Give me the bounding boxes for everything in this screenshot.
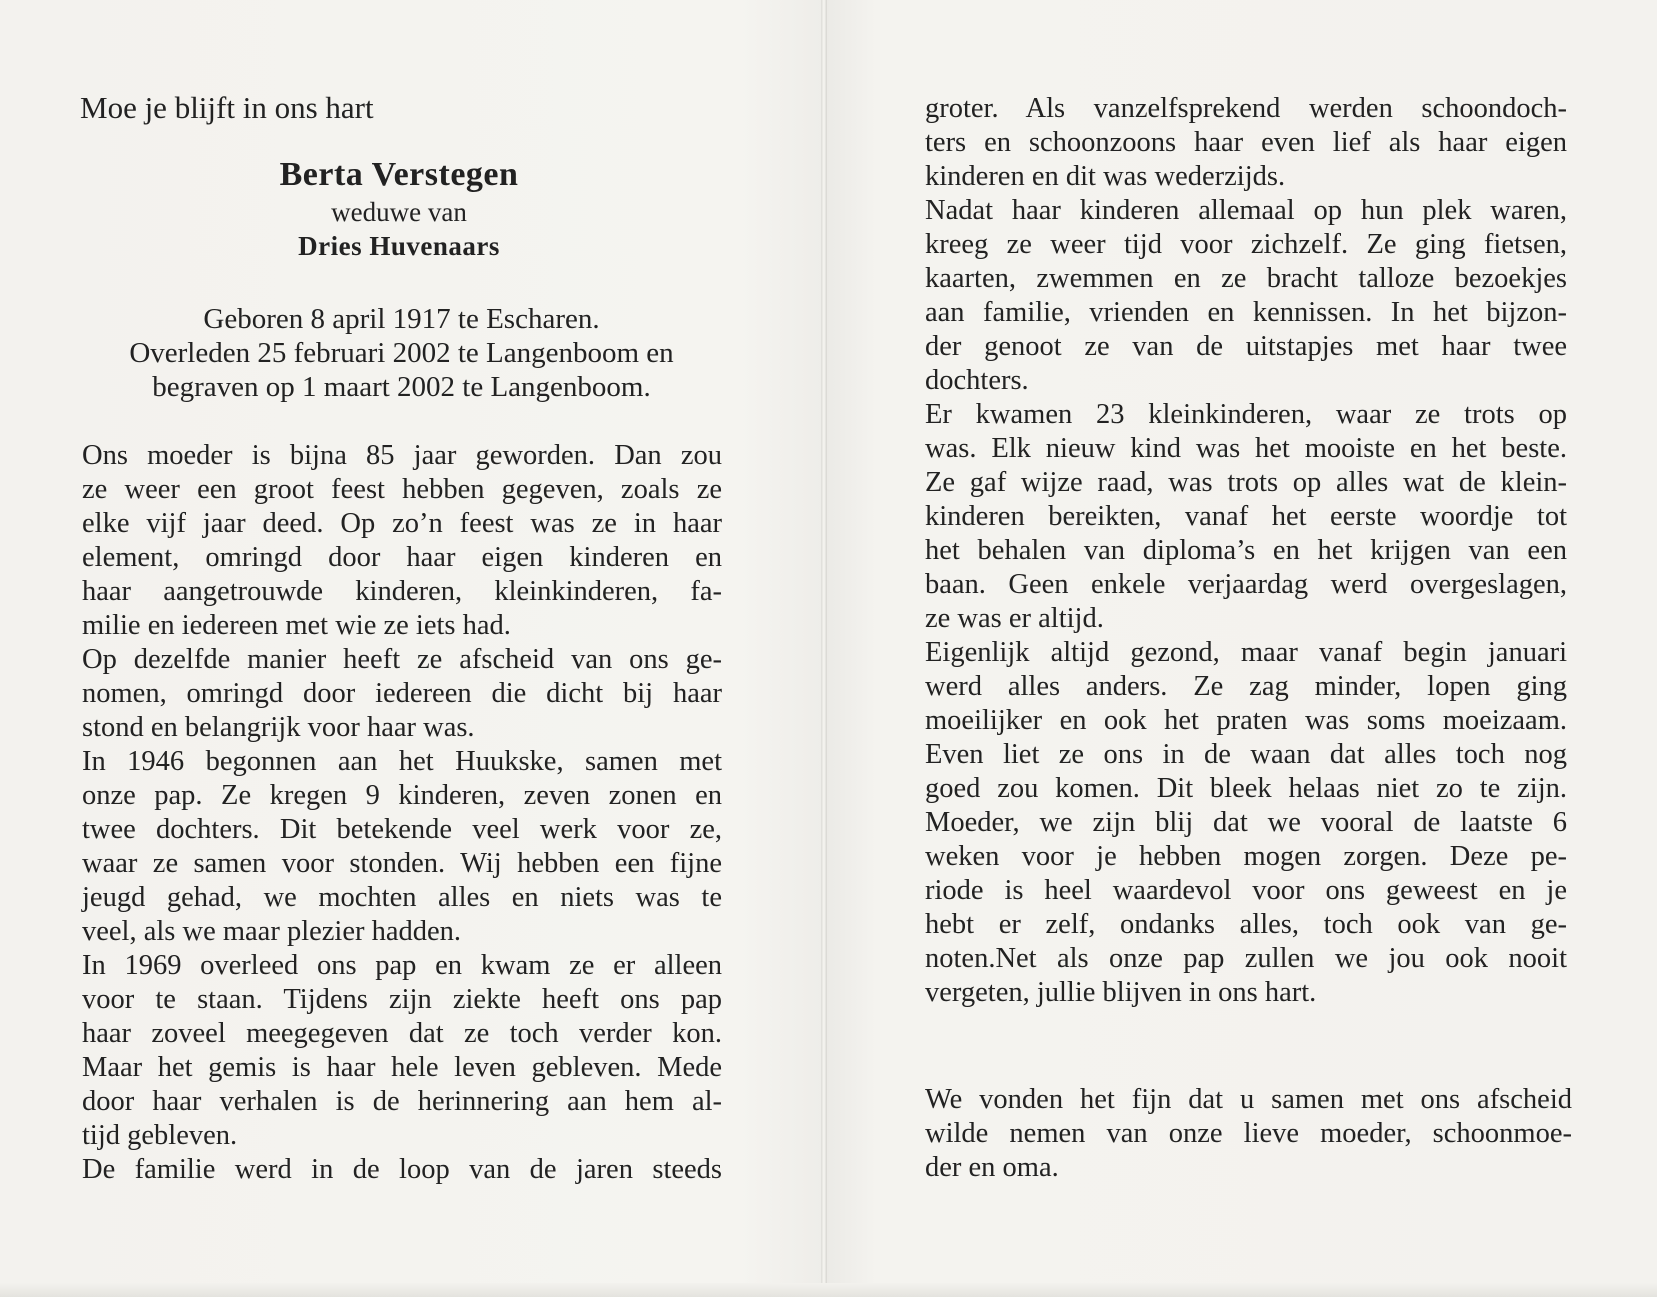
text-line: Op dezelfde manier heeft ze afscheid van ons ge- bbox=[82, 644, 722, 675]
text-line: kreeg ze weer tijd voor zichzelf. Ze ging fietsen, bbox=[925, 229, 1567, 260]
text-line: Even liet ze ons in de waan dat alles toch nog bbox=[925, 739, 1567, 770]
right-story-text bbox=[925, 92, 1567, 1010]
text-line: wilde nemen van onze lieve moeder, schoonmoe- bbox=[925, 1118, 1572, 1149]
text-line: ters en schoonzoons haar even lief als haar eigen bbox=[925, 127, 1567, 158]
text-line: groter. Als vanzelfsprekend werden schoondoch- bbox=[925, 93, 1567, 124]
text-line: In 1969 overleed ons pap en kwam ze er alleen bbox=[82, 950, 722, 981]
text-line: Er kwamen 23 kleinkinderen, waar ze trots op bbox=[925, 399, 1567, 430]
text-line: moeilijker en ook het praten was soms moeizaam. bbox=[925, 705, 1567, 736]
text-line: elke vijf jaar deed. Op zo’n feest was ze in haar bbox=[82, 508, 722, 539]
text-line: der en oma. bbox=[925, 1152, 1059, 1183]
birth-line: Geboren 8 april 1917 te Escharen. bbox=[203, 303, 600, 335]
widow-of-label: weduwe van bbox=[331, 197, 467, 227]
text-line: kinderen bereikten, vanaf het eerste woordje tot bbox=[925, 501, 1567, 532]
text-line: In 1946 begonnen aan het Huukske, samen met bbox=[82, 746, 722, 777]
deceased-name: Berta Verstegen bbox=[279, 156, 519, 193]
text-line: ze weer een groot feest hebben gegeven, zoals ze bbox=[82, 474, 722, 505]
text-line: milie en iedereen met wie ze iets had. bbox=[82, 610, 511, 641]
text-line: der genoot ze van de uitstapjes met haar twee bbox=[925, 331, 1567, 362]
text-line: nomen, omringd door iedereen die dicht bij haar bbox=[82, 678, 722, 709]
text-line: noten.Net als onze pap zullen we jou ook nooit bbox=[925, 943, 1567, 974]
text-line: riode is heel waardevol voor ons geweest en je bbox=[925, 875, 1567, 906]
text-line: dochters. bbox=[925, 365, 1029, 396]
text-line: kaarten, zwemmen en ze bracht talloze bezoekjes bbox=[925, 263, 1567, 294]
closing-text bbox=[925, 1083, 1572, 1185]
text-line: Maar het gemis is haar hele leven gebleven. Mede bbox=[82, 1052, 722, 1083]
text-line: We vonden het fijn dat u samen met ons afscheid bbox=[925, 1084, 1572, 1115]
left-story-text bbox=[82, 439, 722, 1187]
text-line: twee dochters. Dit betekende veel werk voor ze, bbox=[82, 814, 722, 845]
death-line: Overleden 25 februari 2002 te Langenboom en bbox=[129, 337, 674, 369]
motto: Moe je blijft in ons hart bbox=[80, 90, 374, 125]
text-line: element, omringd door haar eigen kinderen en bbox=[82, 542, 722, 573]
text-line: kinderen en dit was wederzijds. bbox=[925, 161, 1286, 192]
card-fold bbox=[821, 0, 827, 1297]
text-line: vergeten, jullie blijven in ons hart. bbox=[925, 977, 1317, 1008]
text-line: haar aangetrouwde kinderen, kleinkinderen, fa- bbox=[82, 576, 722, 607]
text-line: Ze gaf wijze raad, was trots op alles wat de klein- bbox=[925, 467, 1567, 498]
text-line: werd alles anders. Ze zag minder, lopen ging bbox=[925, 671, 1567, 702]
text-line: tijd gebleven. bbox=[82, 1120, 238, 1151]
text-line: Ons moeder is bijna 85 jaar geworden. Dan zou bbox=[82, 440, 722, 471]
text-line: veel, als we maar plezier hadden. bbox=[82, 916, 462, 947]
text-line: voor te staan. Tijdens zijn ziekte heeft ons pap bbox=[82, 984, 722, 1015]
text-line: goed zou komen. Dit bleek helaas niet zo te zijn. bbox=[925, 773, 1567, 804]
text-line: hebt er zelf, ondanks alles, toch ook van ge- bbox=[925, 909, 1567, 940]
text-line: Moeder, we zijn blij dat we vooral de laatste 6 bbox=[925, 807, 1567, 838]
text-line: het behalen van diploma’s en het krijgen van een bbox=[925, 535, 1567, 566]
spouse-name: Dries Huvenaars bbox=[298, 231, 500, 261]
text-line: jeugd gehad, we mochten alles en niets was te bbox=[82, 882, 722, 913]
text-line: haar zoveel meegegeven dat ze toch verder kon. bbox=[82, 1018, 722, 1049]
burial-line: begraven op 1 maart 2002 te Langenboom. bbox=[152, 371, 651, 403]
text-line: onze pap. Ze kregen 9 kinderen, zeven zonen en bbox=[82, 780, 722, 811]
card-bottom-edge bbox=[0, 1283, 1657, 1297]
life-dates bbox=[0, 302, 803, 404]
text-line: weken voor je hebben mogen zorgen. Deze pe- bbox=[925, 841, 1567, 872]
text-line: De familie werd in de loop van de jaren steeds bbox=[82, 1154, 722, 1185]
text-line: waar ze samen voor stonden. Wij hebben een fijne bbox=[82, 848, 722, 879]
text-line: Eigenlijk altijd gezond, maar vanaf begin januari bbox=[925, 637, 1567, 668]
text-line: stond en belangrijk voor haar was. bbox=[82, 712, 475, 743]
text-line: baan. Geen enkele verjaardag werd overgeslagen, bbox=[925, 569, 1567, 600]
text-line: Nadat haar kinderen allemaal op hun plek waren, bbox=[925, 195, 1567, 226]
text-line: aan familie, vrienden en kennissen. In het bijzon- bbox=[925, 297, 1567, 328]
text-line: door haar verhalen is de herinnering aan hem al- bbox=[82, 1086, 722, 1117]
text-line: ze was er altijd. bbox=[925, 603, 1104, 634]
text-line: was. Elk nieuw kind was het mooiste en het beste. bbox=[925, 433, 1567, 464]
